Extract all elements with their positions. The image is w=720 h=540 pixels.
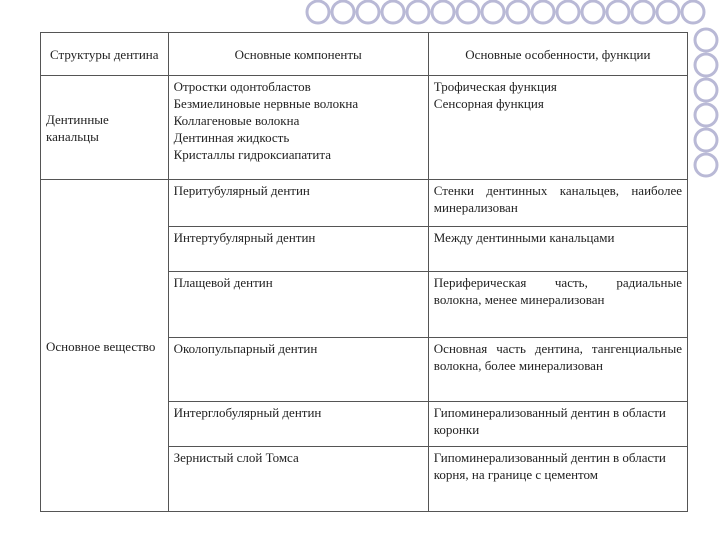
header-components: Основные компоненты [168,33,428,76]
structure-label: Основное вещество [46,338,156,354]
components-cell [168,76,428,180]
dentin-structure-table [40,32,688,512]
component-cell: Околопульпарный дентин [168,338,428,402]
feature-cell: Стенки дентинных канальцев, наиболее минерализован [428,180,687,227]
feature-cell: Основная часть дентина, тангенциальные волокна, более минерализован [428,338,687,402]
feature-cell: Гипоминерализованный дентин в области коронки [428,402,687,447]
component-cell: Зернистый слой Томса [168,447,428,512]
component-item: Дентинная жидкость [173,130,290,145]
component-cell: Интерглобулярный дентин [168,402,428,447]
feature-cell: Между дентинными канальцами [428,227,687,272]
feature-cell: Гипоминерализованный дентин в области корня, на границе с цементом [428,447,687,512]
component-item: Безмиелиновые нервные волокна [173,96,359,111]
feature-item: Сенсорная функция [433,96,544,111]
structure-cell-ground-substance [41,180,169,512]
header-features: Основные особенности, функции [428,33,687,76]
component-cell: Интертубулярный дентин [168,227,428,272]
component-item: Кристаллы гидроксиапатита [173,147,332,162]
component-item: Коллагеновые волокна [173,113,300,128]
table-row [41,180,688,227]
component-item: Отростки одонтобластов [173,79,311,94]
component-cell: Перитубулярный дентин [168,180,428,227]
structure-label: Дентинные канальцы [46,112,109,144]
feature-cell: Периферическая часть, радиальные волокна, менее минерализован [428,272,687,338]
features-cell [428,76,687,180]
table-row [41,76,688,180]
table-header-row [41,33,688,76]
component-cell: Плащевой дентин [168,272,428,338]
structure-cell-tubules [41,76,169,180]
feature-item: Трофическая функция [433,79,557,94]
header-structures: Структуры дентина [41,33,169,76]
